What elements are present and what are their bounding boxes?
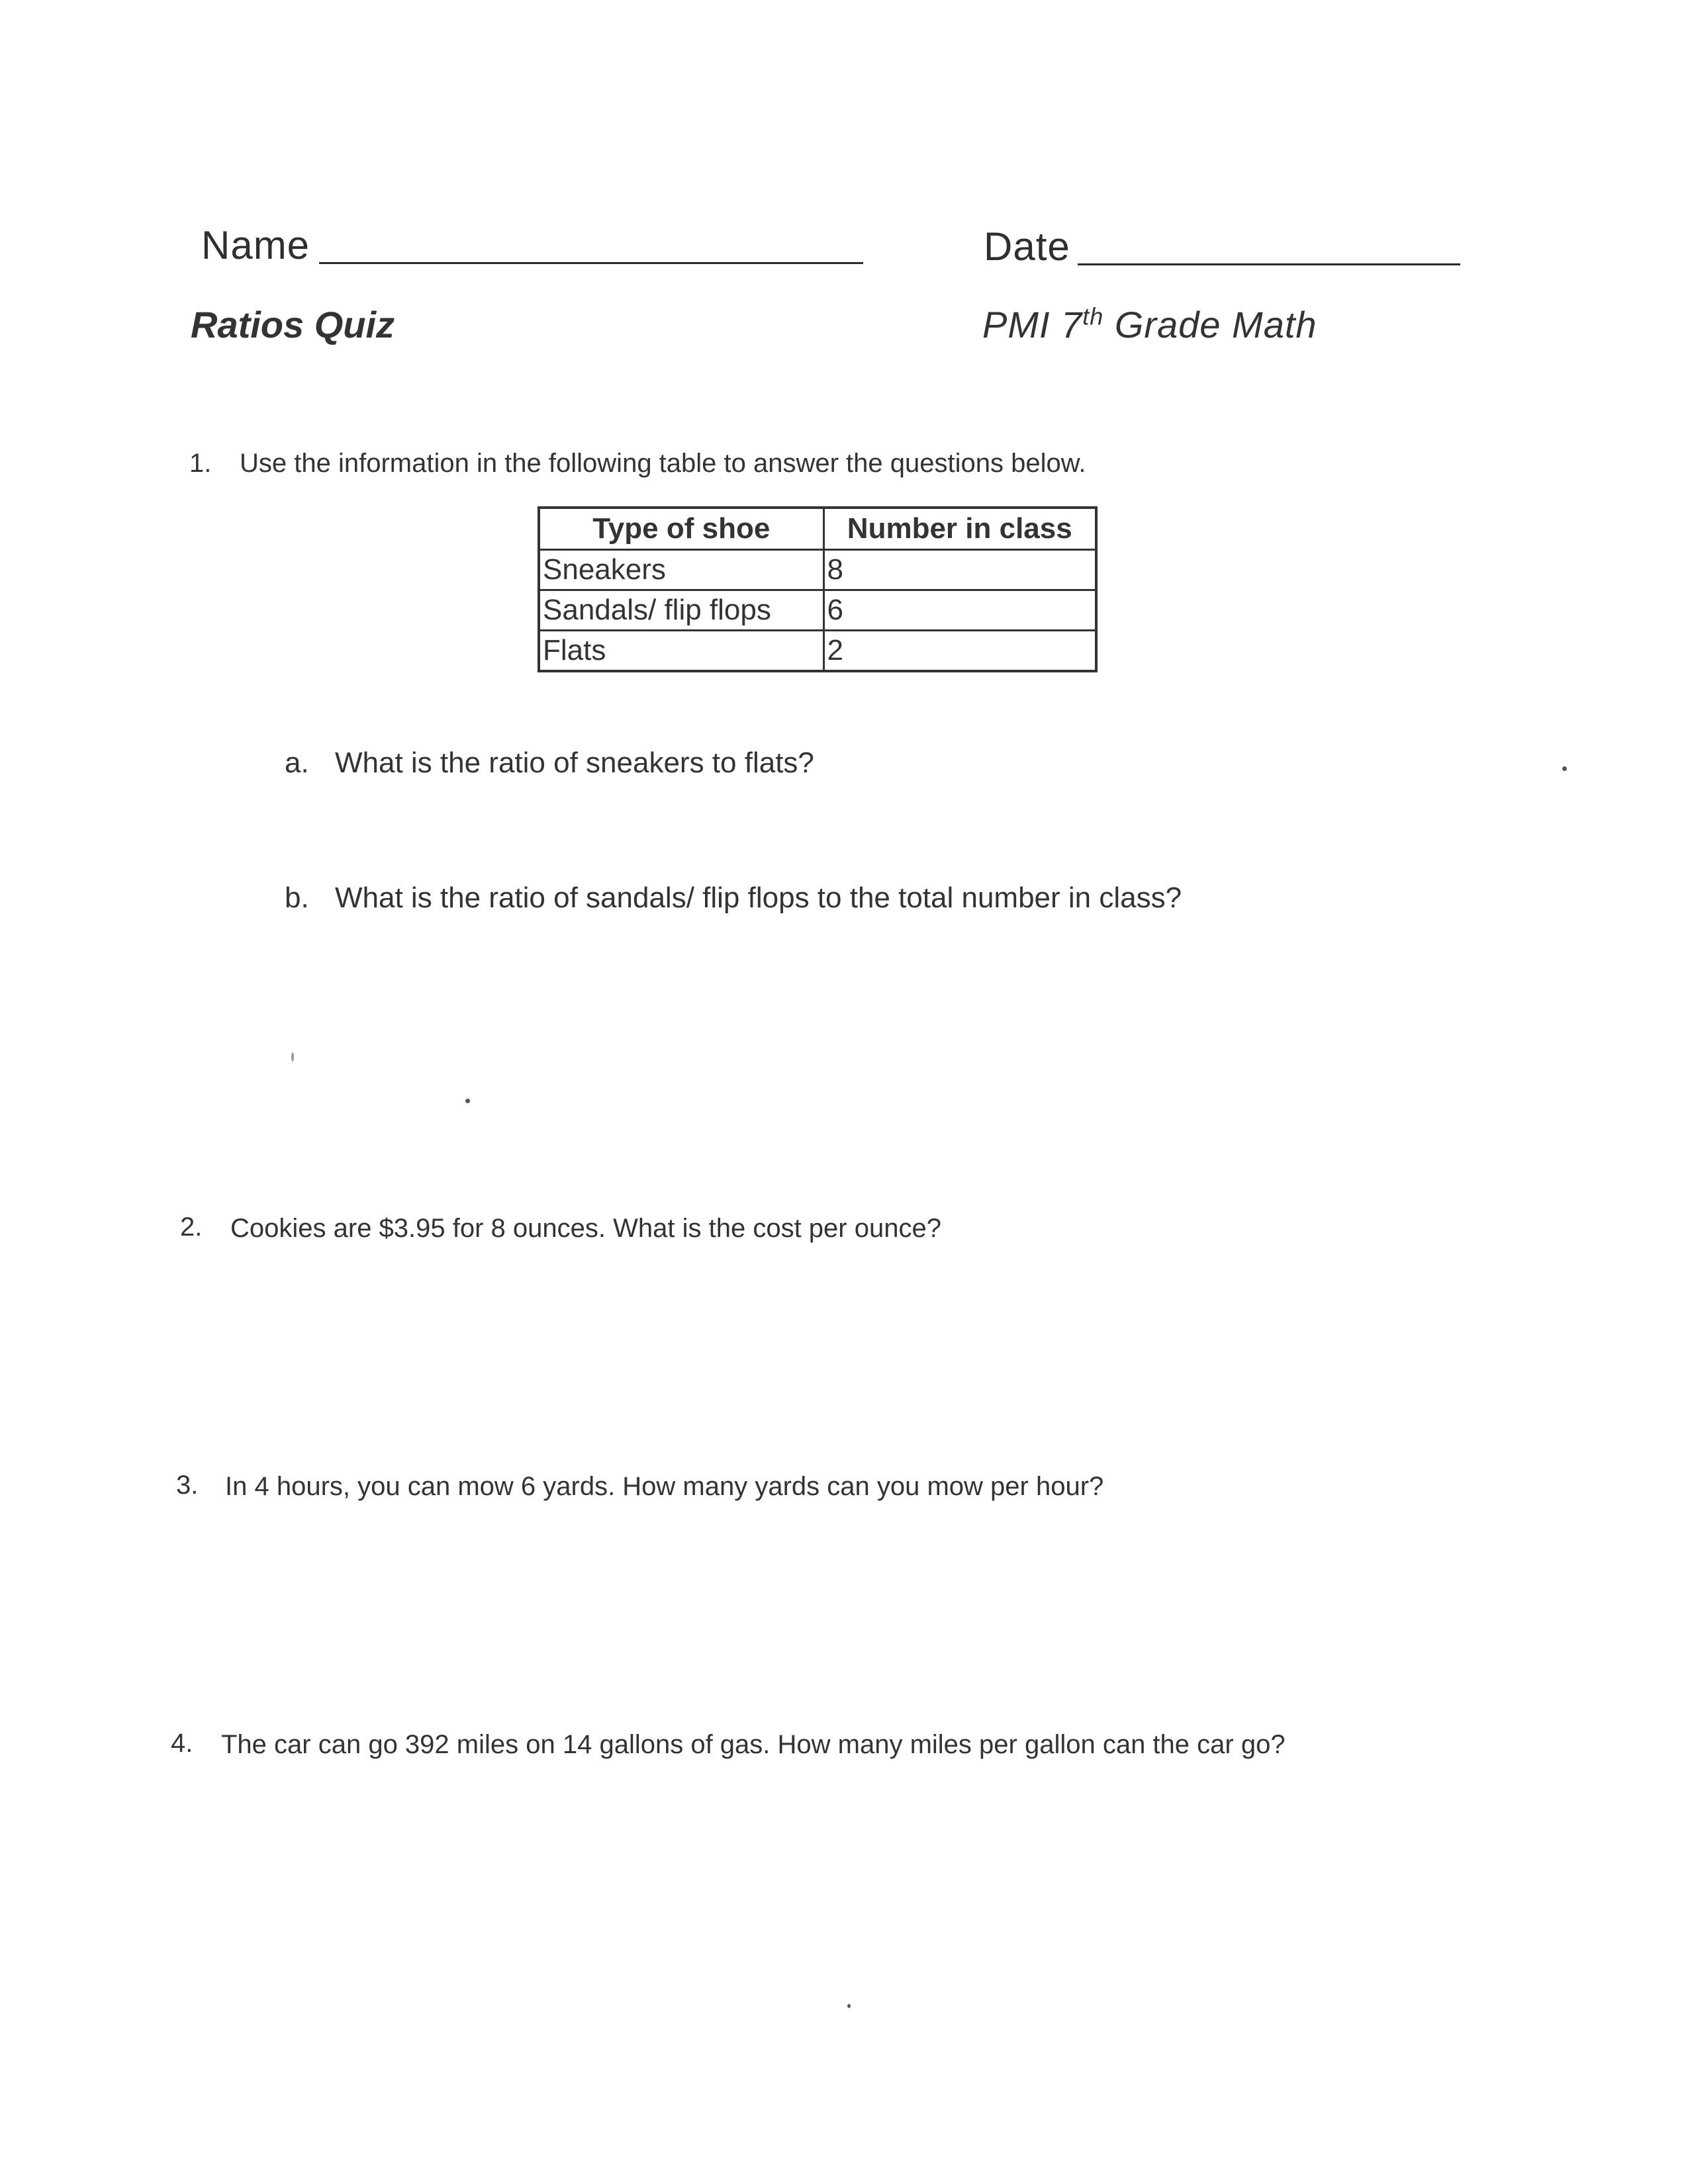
scan-speck [847, 2004, 851, 2008]
scan-speck [1562, 766, 1567, 771]
course-name [982, 303, 1317, 346]
question-1b-label: b. [285, 882, 309, 914]
table-cell-number: 6 [823, 590, 1096, 631]
course-prefix: PMI 7 [982, 304, 1083, 345]
table-cell-number: 8 [823, 550, 1096, 590]
table-header-number: Number in class [823, 508, 1096, 550]
course-superscript: th [1082, 302, 1104, 330]
name-blank-line[interactable] [319, 262, 863, 264]
question-3-text: In 4 hours, you can mow 6 yards. How many yards can you mow per hour? [225, 1472, 1104, 1501]
question-3-number: 3. [176, 1471, 199, 1500]
scan-speck [465, 1099, 470, 1103]
table-row [539, 550, 1096, 590]
table-cell-number: 2 [823, 631, 1096, 672]
table-cell-type: Sneakers [539, 550, 823, 590]
question-1-text: Use the information in the following table to answer the questions below. [240, 449, 1086, 478]
table-row [539, 631, 1096, 672]
question-4-text: The car can go 392 miles on 14 gallons of gas. How many miles per gallon can the car go? [221, 1730, 1286, 1759]
question-2-text: Cookies are $3.95 for 8 ounces. What is the cost per ounce? [230, 1214, 941, 1243]
question-1a-text: What is the ratio of sneakers to flats? [335, 747, 814, 779]
scan-speck [291, 1052, 294, 1062]
course-suffix: Grade Math [1103, 304, 1317, 345]
table-header-row [539, 508, 1096, 550]
question-4-number: 4. [171, 1729, 193, 1758]
name-label: Name [201, 223, 310, 267]
question-1b-text: What is the ratio of sandals/ flip flops to the total number in class? [335, 882, 1182, 914]
table-cell-type: Flats [539, 631, 823, 672]
quiz-title: Ratios Quiz [191, 304, 395, 345]
date-label: Date [984, 224, 1070, 269]
shoe-table [538, 506, 1098, 672]
table-header-type: Type of shoe [539, 508, 823, 550]
table-row [539, 590, 1096, 631]
question-1a-label: a. [285, 747, 309, 779]
date-blank-line[interactable] [1078, 263, 1460, 265]
question-2-number: 2. [180, 1212, 203, 1242]
table-cell-type: Sandals/ flip flops [539, 590, 823, 631]
question-1-number: 1. [189, 449, 212, 478]
